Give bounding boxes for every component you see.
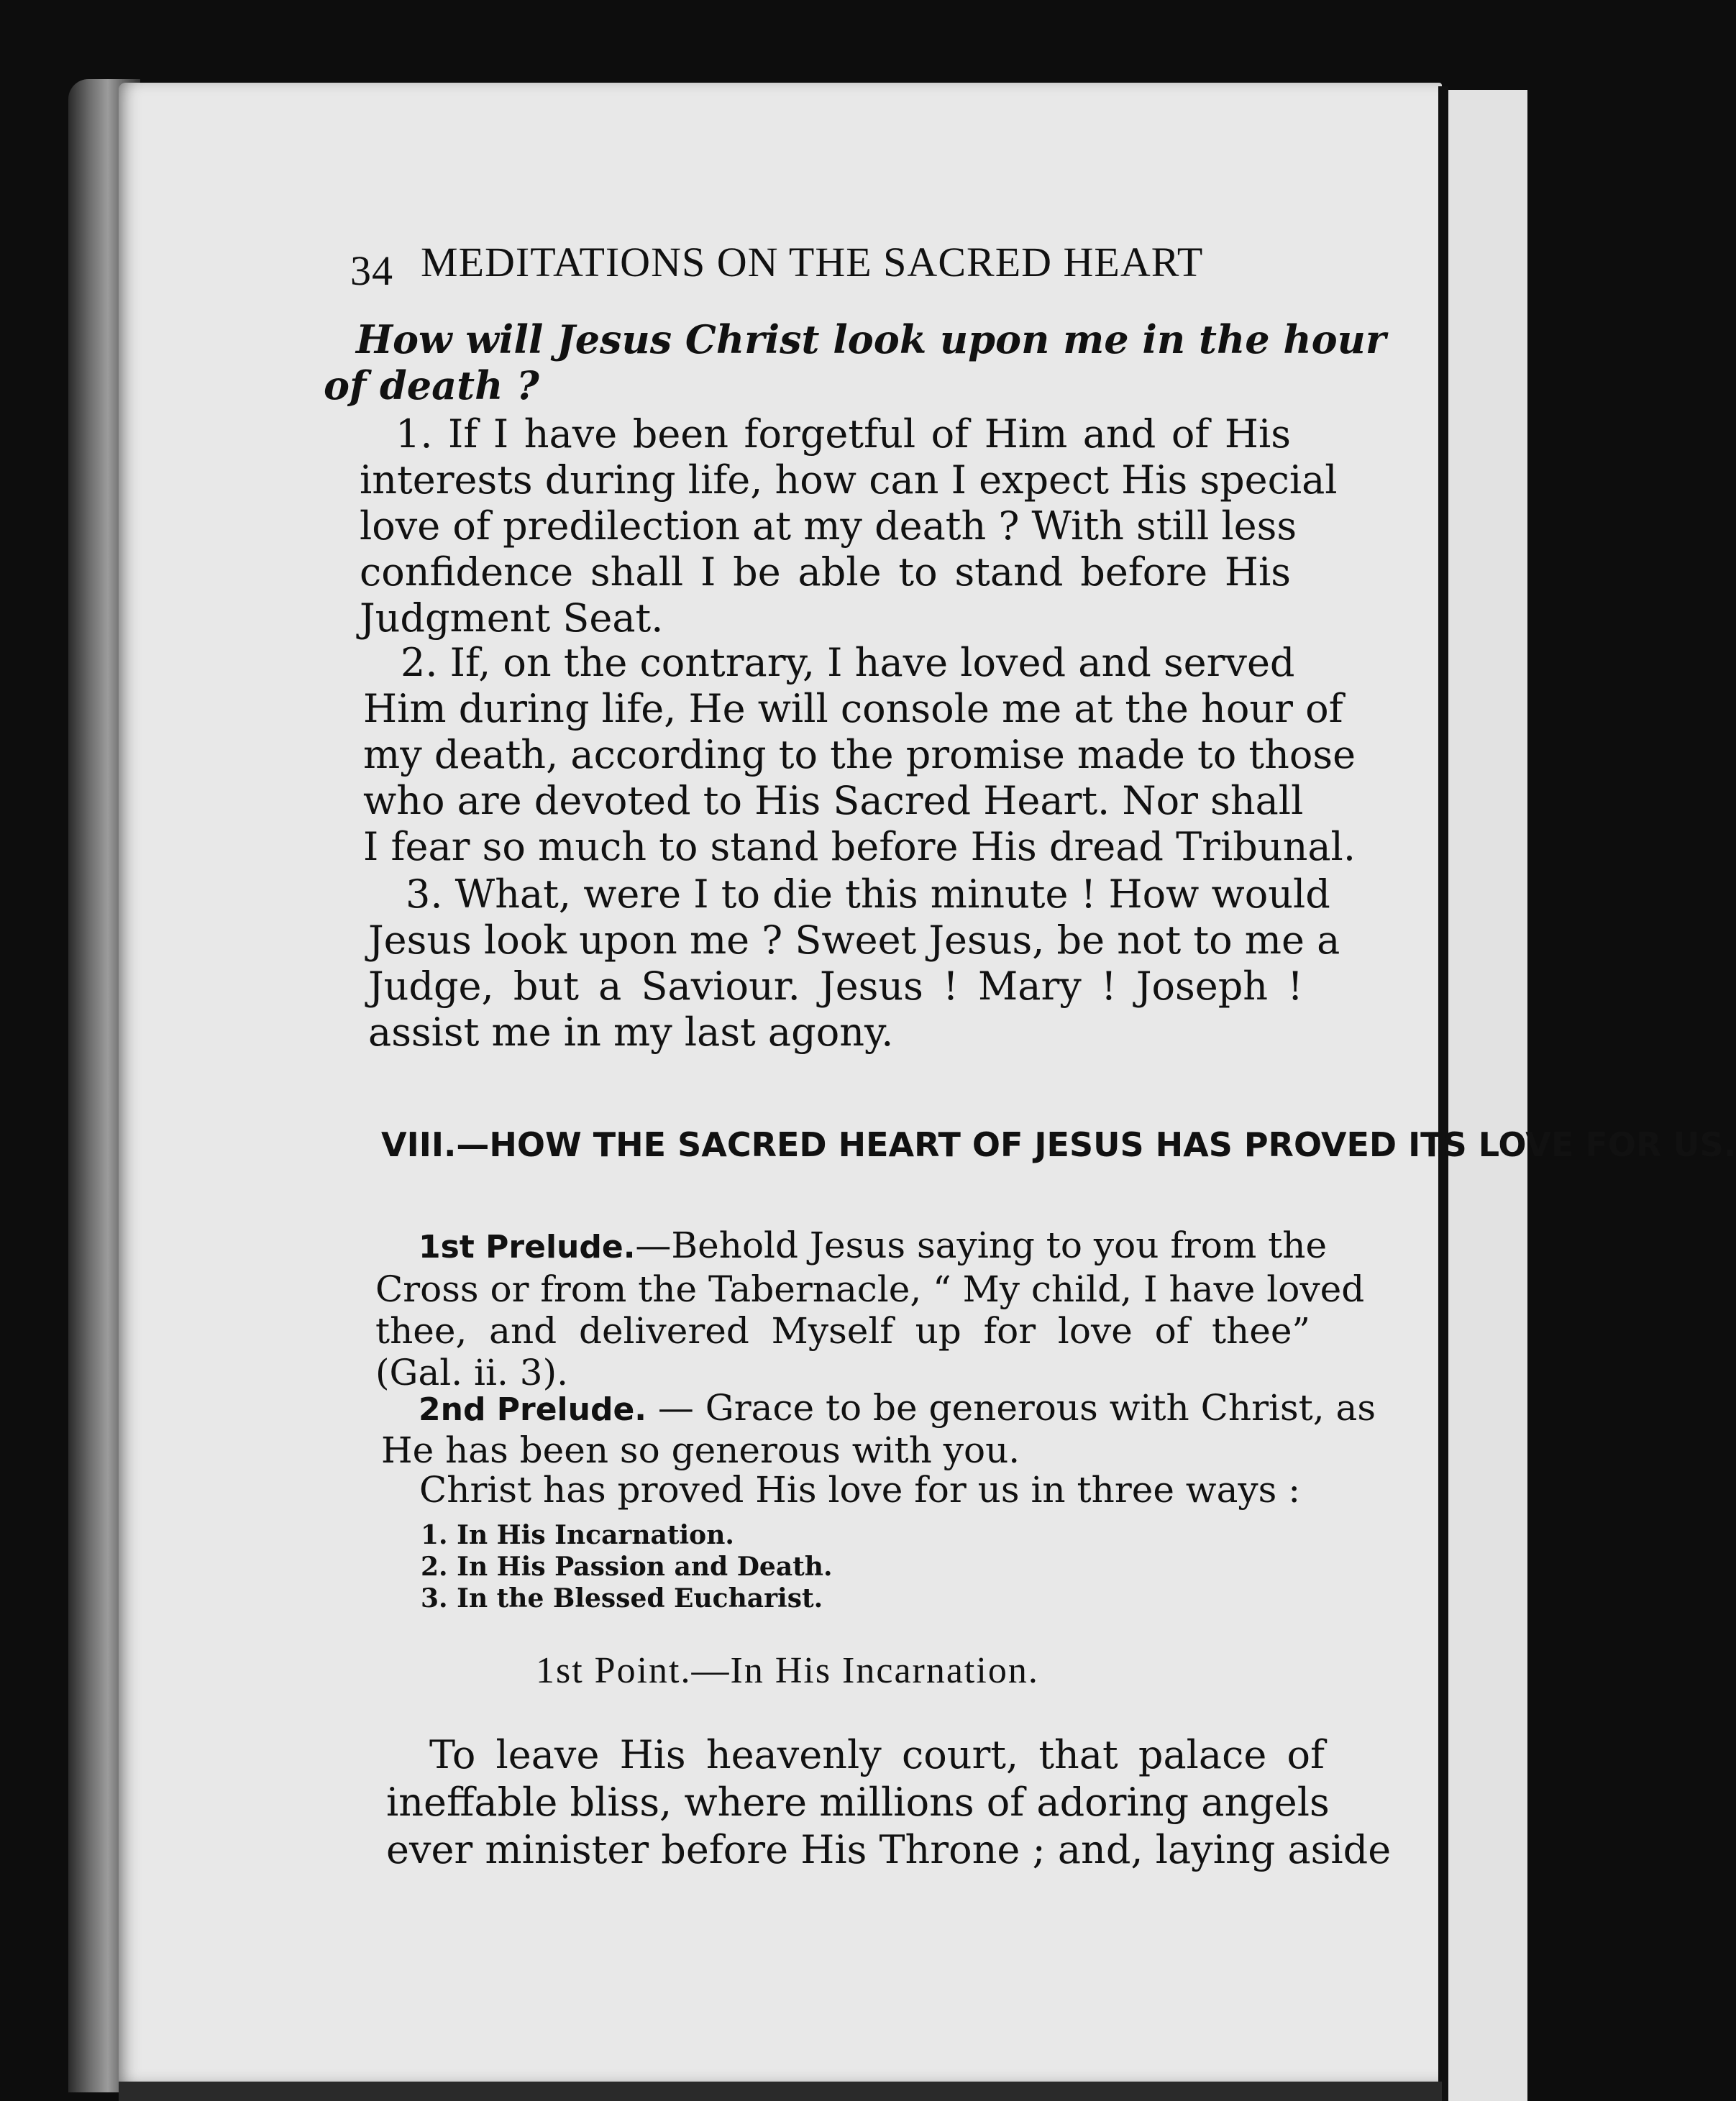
prelude-2-label: 2nd Prelude. (419, 1391, 647, 1428)
text-line: Judgment Seat. (360, 595, 664, 641)
list-item: 1. In His Incarnation. (421, 1520, 734, 1550)
page-number: 34 (350, 247, 393, 294)
section-heading (381, 1122, 1736, 1168)
text-line: Him during life, He will console me at the hour of (363, 686, 1343, 731)
closing-paragraph (386, 1731, 1392, 1874)
list-item: 2. In His Passion and Death. (421, 1552, 833, 1582)
text-line: He has been so generous with you. (381, 1429, 1020, 1471)
prelude-1 (375, 1225, 1365, 1393)
text-line: who are devoted to His Sacred Heart. Nor shall (363, 778, 1304, 823)
heading-line: PROVED ITS LOVE FOR US. (1243, 1125, 1736, 1164)
text-line: assist me in my last agony. (368, 1010, 894, 1055)
prelude-1-label: 1st Prelude. (419, 1229, 636, 1265)
text-line: confidence shall I be able to stand before His (360, 549, 1291, 595)
text-line: (Gal. ii. 3). (375, 1352, 569, 1393)
text-line: Judge, but a Saviour. Jesus ! Mary ! Joseph ! (368, 963, 1303, 1009)
text-line: love of predilection at my death ? With still less (360, 503, 1297, 549)
prelude-1-text: —Behold Jesus saying to you from the (635, 1225, 1328, 1266)
text-line: 3. What, were I to die this minute ! How would (406, 871, 1330, 917)
ways-intro: Christ has proved His love for us in three ways : (419, 1469, 1301, 1511)
meditation-point-2 (363, 640, 1356, 870)
text-line: I fear so much to stand before His dread Tribunal. (363, 824, 1356, 869)
text-line (419, 1225, 1328, 1268)
text-line: How will Jesus Christ look upon me in the hour (356, 316, 1386, 362)
text-line: 2. If, on the contrary, I have loved and served (401, 640, 1295, 685)
prelude-2 (381, 1387, 1376, 1471)
point-heading: 1st Point.—In His Incarnation. (536, 1650, 1039, 1691)
text-line (419, 1387, 1376, 1430)
page-gutter (1438, 86, 1448, 2101)
prelude-2-text: — Grace to be generous with Christ, as (647, 1387, 1376, 1429)
running-title: MEDITATIONS ON THE SACRED HEART (421, 239, 1204, 285)
facing-page-edge (1448, 90, 1527, 2101)
text-line: To leave His heavenly court, that palace of (429, 1732, 1325, 1777)
meditation-point-3 (368, 871, 1340, 1056)
ways-list (421, 1519, 833, 1614)
text-line: my death, according to the promise made to those (363, 732, 1356, 777)
text-line: 1. If I have been forgetful of Him and of His (396, 411, 1291, 457)
text-line: Cross or from the Tabernacle, “ My child, I have loved (375, 1268, 1365, 1310)
text-line: ineffable bliss, where millions of adoring angels (386, 1780, 1330, 1825)
meditation-question (324, 316, 1386, 408)
list-item: 3. In the Blessed Eucharist. (421, 1583, 823, 1613)
page-bottom-edge (119, 2082, 1442, 2101)
text-line: ever minister before His Throne ; and, laying aside (386, 1827, 1392, 1872)
text-line: Jesus look upon me ? Sweet Jesus, be not to me a (368, 917, 1340, 963)
text-line: of death ? (324, 362, 539, 408)
text-line: thee, and delivered Myself up for love of thee” (375, 1310, 1310, 1352)
meditation-point-1 (360, 411, 1338, 641)
text-line: interests during life, how can I expect His special (360, 457, 1338, 503)
heading-line: VIII.—HOW THE SACRED HEART OF JESUS HAS (381, 1125, 1233, 1164)
